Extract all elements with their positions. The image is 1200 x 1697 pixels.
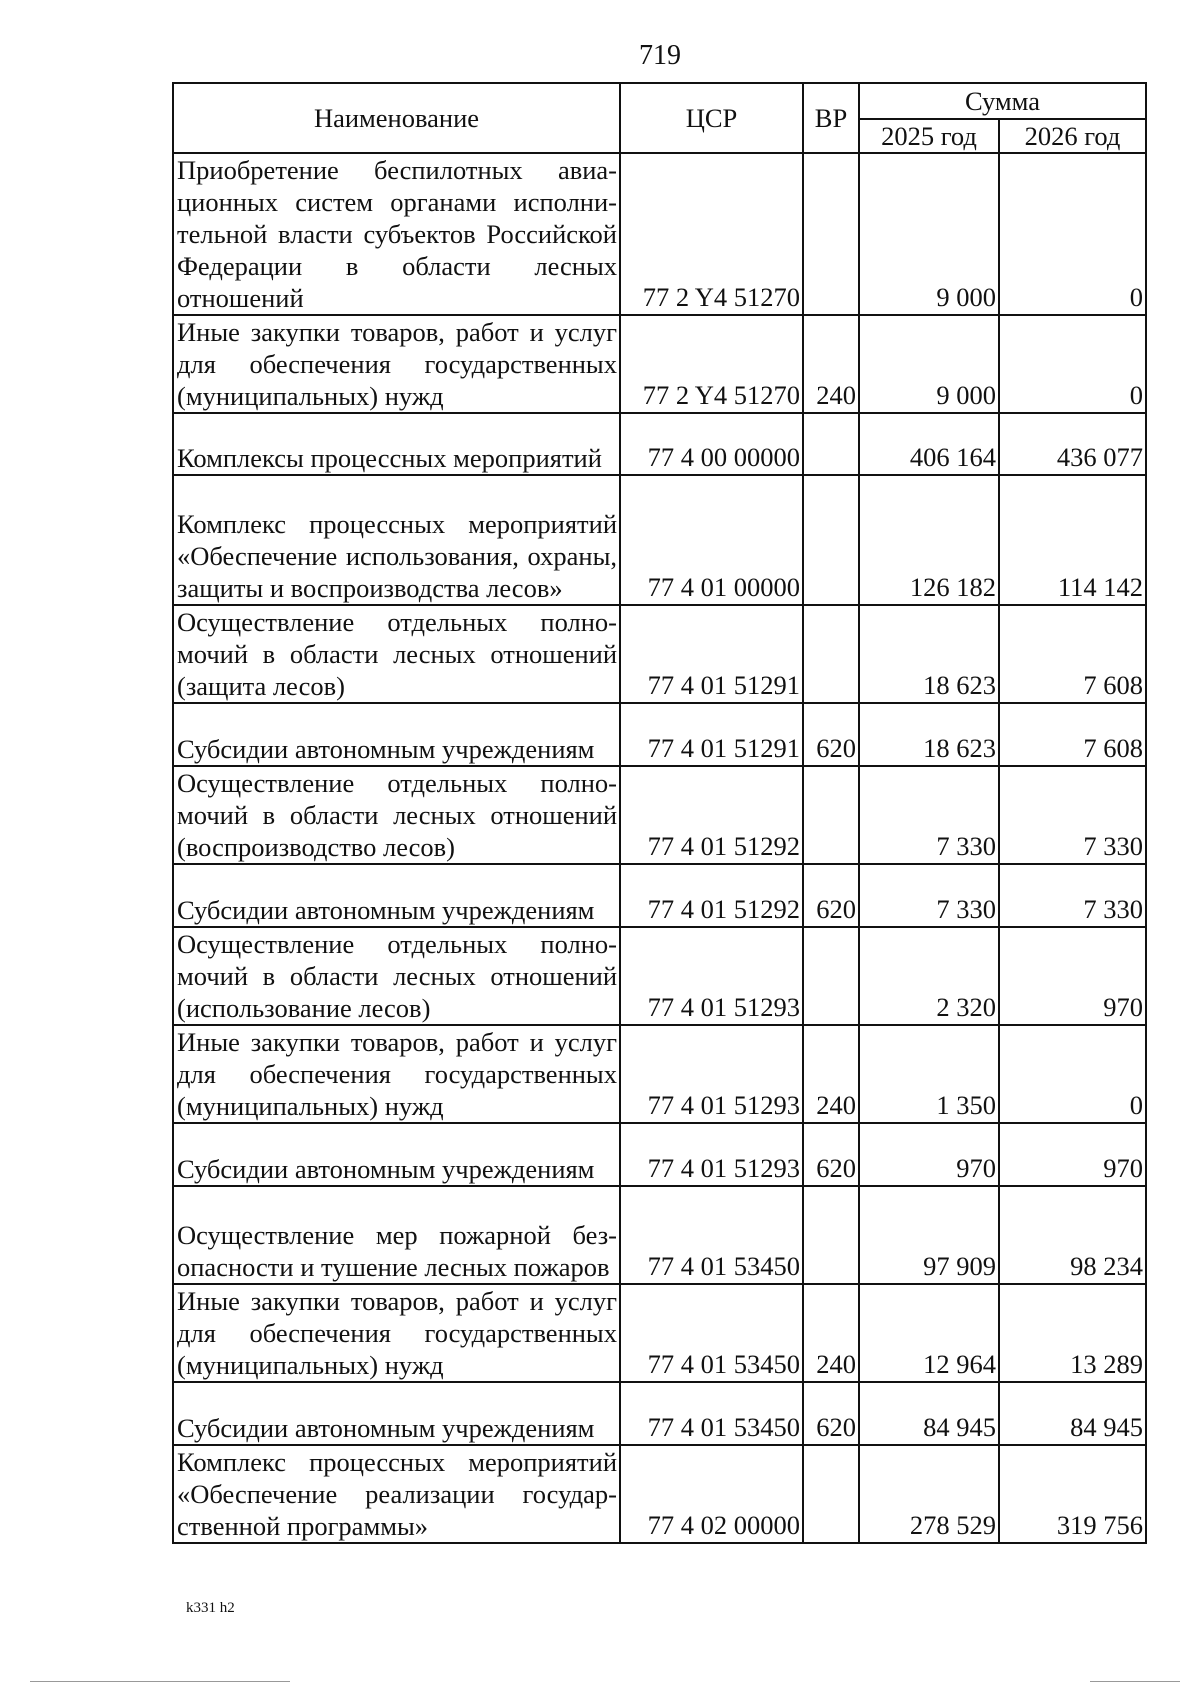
table-row <box>173 927 1146 1025</box>
row-name: Иные закупки товаров, работ и услуг для обеспечения государственных (муниципальных) нужд <box>173 1025 620 1123</box>
row-amount-2026: 0 <box>999 315 1146 413</box>
footer-code: k331 h2 <box>186 1600 235 1616</box>
row-name: Иные закупки товаров, работ и услуг для обеспечения государственных (муниципальных) нужд <box>173 315 620 413</box>
row-amount-2026: 970 <box>999 1123 1146 1186</box>
row-amount-2025: 2 320 <box>859 927 999 1025</box>
row-amount-2026: 436 077 <box>999 413 1146 475</box>
row-vr-code <box>803 766 859 864</box>
row-csr-code: 77 4 01 51293 <box>620 1123 803 1186</box>
row-vr-code <box>803 475 859 605</box>
row-csr-code: 77 4 01 51293 <box>620 1025 803 1123</box>
row-amount-2026: 0 <box>999 153 1146 315</box>
row-csr-code: 77 2 Y4 51270 <box>620 315 803 413</box>
row-amount-2025: 7 330 <box>859 766 999 864</box>
table-row <box>173 1445 1146 1543</box>
row-name: Осуществление отдельных полномочий в области лесных отношений (воспроизводство лесов) <box>173 766 620 864</box>
row-vr-code: 620 <box>803 864 859 927</box>
table-row <box>173 1025 1146 1123</box>
table-row <box>173 315 1146 413</box>
row-vr-code <box>803 413 859 475</box>
row-csr-code: 77 4 01 53450 <box>620 1284 803 1382</box>
row-vr-code: 240 <box>803 1025 859 1123</box>
row-csr-code: 77 4 01 51293 <box>620 927 803 1025</box>
row-amount-2026: 7 608 <box>999 605 1146 703</box>
row-vr-code: 240 <box>803 1284 859 1382</box>
row-amount-2025: 9 000 <box>859 315 999 413</box>
row-amount-2026: 13 289 <box>999 1284 1146 1382</box>
header-row-top <box>173 83 1146 119</box>
row-name: Субсидии автономным учреждениям <box>173 703 620 766</box>
table-row <box>173 1186 1146 1284</box>
row-amount-2025: 18 623 <box>859 703 999 766</box>
budget-table <box>172 82 1147 1544</box>
row-name: Иные закупки товаров, работ и услуг для обеспечения государственных (муниципальных) нужд <box>173 1284 620 1382</box>
row-name: Субсидии автономным учреждениям <box>173 1123 620 1186</box>
row-amount-2025: 9 000 <box>859 153 999 315</box>
table-body <box>173 153 1146 1543</box>
row-name: Осуществление отдельных полномочий в области лесных отношений (использование лесов) <box>173 927 620 1025</box>
row-csr-code: 77 4 01 51292 <box>620 766 803 864</box>
row-amount-2025: 84 945 <box>859 1382 999 1445</box>
table-row <box>173 1123 1146 1186</box>
row-amount-2026: 7 330 <box>999 864 1146 927</box>
row-amount-2025: 1 350 <box>859 1025 999 1123</box>
row-csr-code: 77 4 01 51291 <box>620 703 803 766</box>
row-amount-2025: 12 964 <box>859 1284 999 1382</box>
row-vr-code <box>803 153 859 315</box>
row-vr-code <box>803 605 859 703</box>
row-name: Осуществление мер пожарной безопасности и тушение лесных пожаров <box>173 1186 620 1284</box>
row-amount-2026: 84 945 <box>999 1382 1146 1445</box>
row-amount-2025: 97 909 <box>859 1186 999 1284</box>
row-amount-2026: 7 608 <box>999 703 1146 766</box>
table-row <box>173 1284 1146 1382</box>
header-csr: ЦСР <box>620 83 803 153</box>
row-name: Субсидии автономным учреждениям <box>173 1382 620 1445</box>
row-amount-2025: 406 164 <box>859 413 999 475</box>
row-vr-code: 620 <box>803 1123 859 1186</box>
header-sum: Сумма <box>859 83 1146 119</box>
table-row <box>173 864 1146 927</box>
row-csr-code: 77 4 01 53450 <box>620 1382 803 1445</box>
table-row <box>173 766 1146 864</box>
row-amount-2026: 7 330 <box>999 766 1146 864</box>
table-header <box>173 83 1146 153</box>
row-csr-code: 77 2 Y4 51270 <box>620 153 803 315</box>
row-vr-code: 620 <box>803 703 859 766</box>
row-amount-2026: 970 <box>999 927 1146 1025</box>
row-amount-2026: 319 756 <box>999 1445 1146 1543</box>
row-amount-2025: 7 330 <box>859 864 999 927</box>
table-row <box>173 1382 1146 1445</box>
table-row <box>173 703 1146 766</box>
header-name: Наименование <box>173 83 620 153</box>
row-amount-2026: 0 <box>999 1025 1146 1123</box>
row-csr-code: 77 4 01 51291 <box>620 605 803 703</box>
row-vr-code <box>803 1186 859 1284</box>
scan-edge-left <box>30 1681 290 1682</box>
row-vr-code <box>803 1445 859 1543</box>
row-csr-code: 77 4 00 00000 <box>620 413 803 475</box>
row-name: Комплекс процессных мероприятий «Обеспечение реализации государственной программы» <box>173 1445 620 1543</box>
row-csr-code: 77 4 01 00000 <box>620 475 803 605</box>
row-vr-code: 620 <box>803 1382 859 1445</box>
row-name: Комплексы процессных мероприятий <box>173 413 620 475</box>
row-vr-code <box>803 927 859 1025</box>
page-number: 719 <box>639 40 681 71</box>
table-row <box>173 605 1146 703</box>
row-name: Осуществление отдельных полномочий в области лесных отношений (защита лесов) <box>173 605 620 703</box>
header-vr: ВР <box>803 83 859 153</box>
row-amount-2026: 114 142 <box>999 475 1146 605</box>
row-name: Комплекс процессных мероприятий «Обеспечение использования, охраны, защиты и воспроизводства лесов» <box>173 475 620 605</box>
row-name: Субсидии автономным учреждениям <box>173 864 620 927</box>
row-csr-code: 77 4 02 00000 <box>620 1445 803 1543</box>
header-year-2025: 2025 год <box>859 119 999 153</box>
row-vr-code: 240 <box>803 315 859 413</box>
row-amount-2025: 18 623 <box>859 605 999 703</box>
header-year-2026: 2026 год <box>999 119 1146 153</box>
row-csr-code: 77 4 01 53450 <box>620 1186 803 1284</box>
row-name: Приобретение беспилотных авиационных систем органами исполнительной власти субъектов Российской Федерации в области лесных отношений <box>173 153 620 315</box>
row-amount-2025: 126 182 <box>859 475 999 605</box>
row-amount-2025: 278 529 <box>859 1445 999 1543</box>
row-amount-2025: 970 <box>859 1123 999 1186</box>
scan-edge-right <box>1090 1681 1180 1682</box>
row-amount-2026: 98 234 <box>999 1186 1146 1284</box>
table-row <box>173 475 1146 605</box>
table-row <box>173 413 1146 475</box>
row-csr-code: 77 4 01 51292 <box>620 864 803 927</box>
table-row <box>173 153 1146 315</box>
